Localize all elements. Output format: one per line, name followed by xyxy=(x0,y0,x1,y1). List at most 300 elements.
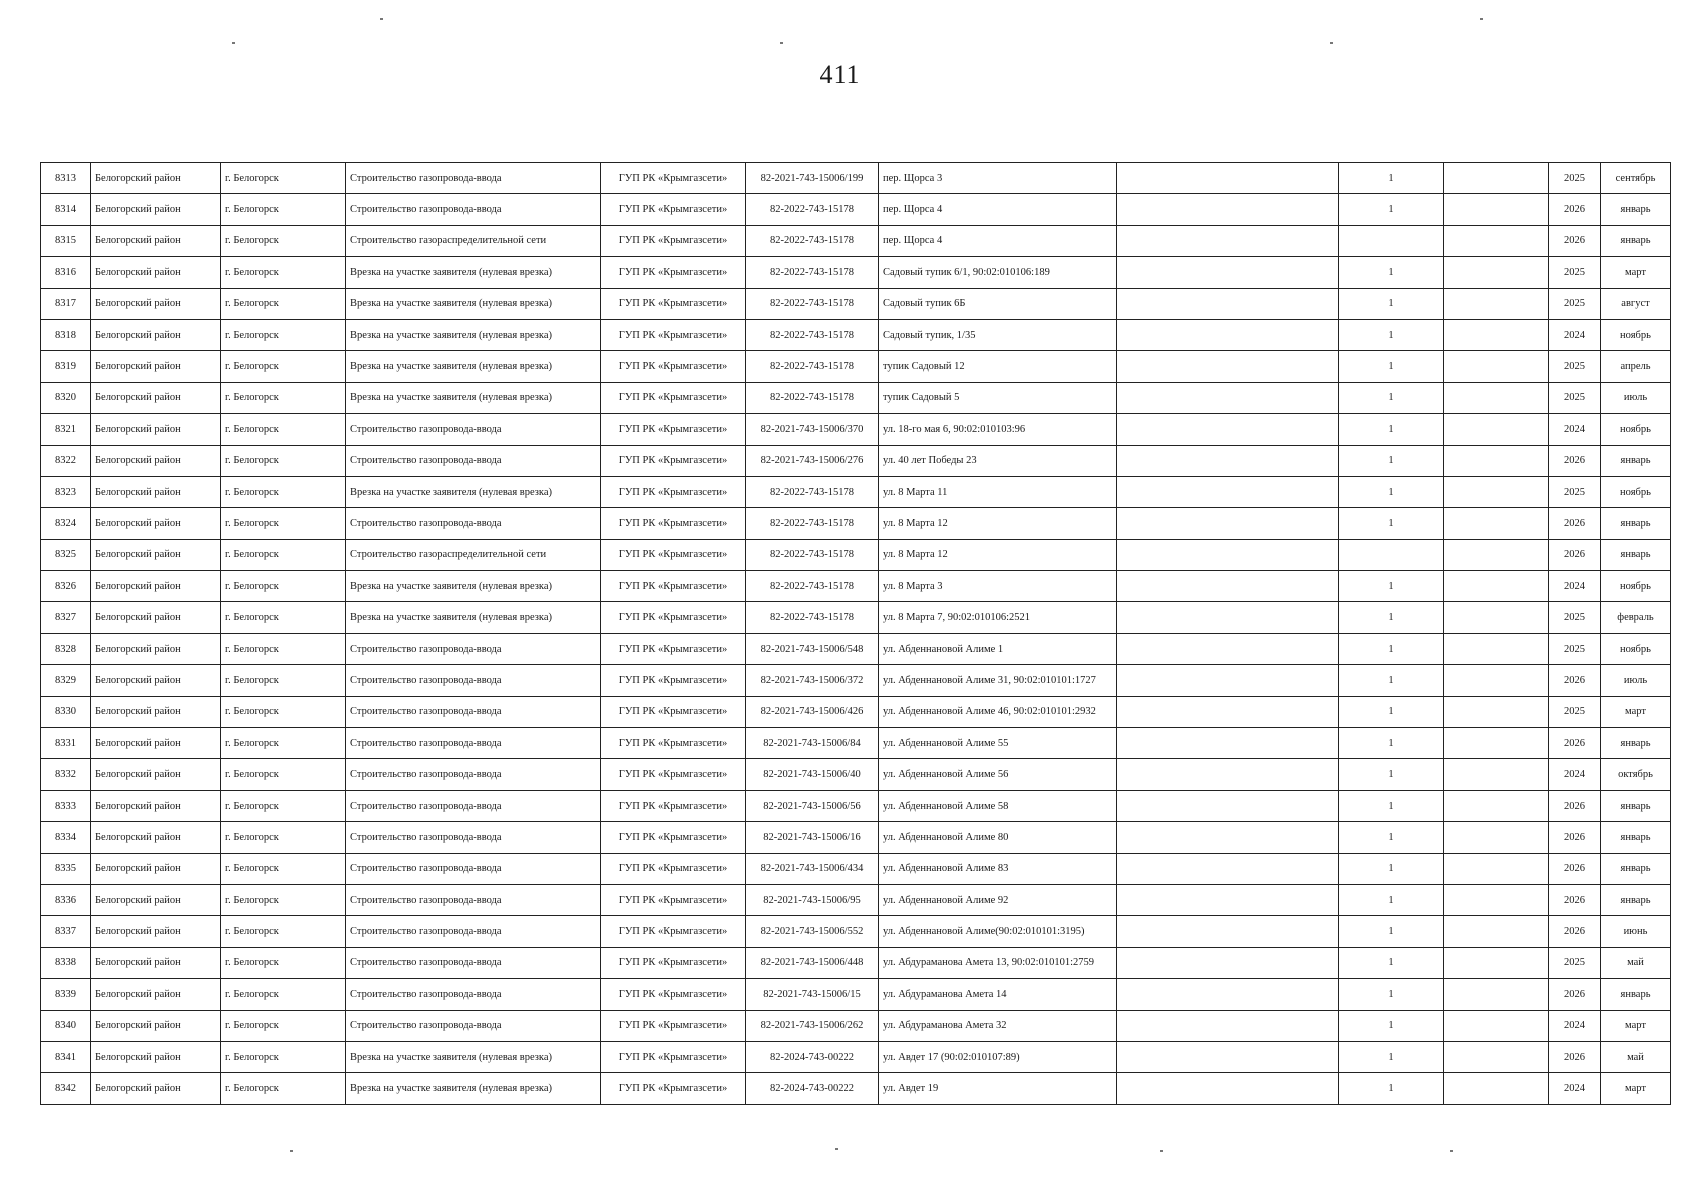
city-cell: г. Белогорск xyxy=(221,947,346,978)
address-cell: ул. Абденнановой Алиме 58 xyxy=(879,790,1117,821)
tech-conditions-cell: 82-2022-743-15178 xyxy=(746,571,879,602)
empty-cell xyxy=(1117,163,1339,194)
table-row xyxy=(41,602,1671,633)
table-row xyxy=(41,539,1671,570)
organization-cell: ГУП РК «Крымгазсети» xyxy=(601,884,746,915)
quantity-cell: 1 xyxy=(1339,602,1444,633)
organization-cell: ГУП РК «Крымгазсети» xyxy=(601,571,746,602)
work-type-cell: Врезка на участке заявителя (нулевая врезка) xyxy=(346,476,601,507)
year-cell: 2026 xyxy=(1549,916,1601,947)
empty-cell xyxy=(1117,916,1339,947)
quantity-cell: 1 xyxy=(1339,1041,1444,1072)
address-cell: ул. Абденнановой Алиме 56 xyxy=(879,759,1117,790)
organization-cell: ГУП РК «Крымгазсети» xyxy=(601,382,746,413)
empty-cell xyxy=(1117,382,1339,413)
district-cell: Белогорский район xyxy=(91,508,221,539)
district-cell: Белогорский район xyxy=(91,257,221,288)
table-row xyxy=(41,884,1671,915)
city-cell: г. Белогорск xyxy=(221,288,346,319)
organization-cell: ГУП РК «Крымгазсети» xyxy=(601,539,746,570)
address-cell: ул. 8 Марта 12 xyxy=(879,539,1117,570)
address-cell: ул. Абденнановой Алиме 92 xyxy=(879,884,1117,915)
address-cell: пер. Щорса 4 xyxy=(879,194,1117,225)
address-cell: ул. Авдет 17 (90:02:010107:89) xyxy=(879,1041,1117,1072)
city-cell: г. Белогорск xyxy=(221,728,346,759)
year-cell: 2026 xyxy=(1549,508,1601,539)
district-cell: Белогорский район xyxy=(91,728,221,759)
year-cell: 2026 xyxy=(1549,822,1601,853)
work-type-cell: Строительство газопровода-ввода xyxy=(346,696,601,727)
month-cell: август xyxy=(1601,288,1671,319)
page-number: 411 xyxy=(819,60,861,89)
row-number: 8339 xyxy=(41,979,91,1010)
quantity-cell: 1 xyxy=(1339,759,1444,790)
organization-cell: ГУП РК «Крымгазсети» xyxy=(601,947,746,978)
work-type-cell: Строительство газораспределительной сети xyxy=(346,539,601,570)
table-row xyxy=(41,476,1671,507)
empty-cell xyxy=(1444,257,1549,288)
empty-cell xyxy=(1444,665,1549,696)
district-cell: Белогорский район xyxy=(91,571,221,602)
address-cell: ул. 8 Марта 3 xyxy=(879,571,1117,602)
scan-speck xyxy=(780,42,783,44)
empty-cell xyxy=(1444,1073,1549,1104)
quantity-cell: 1 xyxy=(1339,1010,1444,1041)
work-type-cell: Строительство газопровода-ввода xyxy=(346,759,601,790)
row-number: 8313 xyxy=(41,163,91,194)
quantity-cell: 1 xyxy=(1339,979,1444,1010)
quantity-cell: 1 xyxy=(1339,728,1444,759)
row-number: 8325 xyxy=(41,539,91,570)
tech-conditions-cell: 82-2021-743-15006/448 xyxy=(746,947,879,978)
quantity-cell: 1 xyxy=(1339,163,1444,194)
row-number: 8337 xyxy=(41,916,91,947)
empty-cell xyxy=(1444,539,1549,570)
empty-cell xyxy=(1444,790,1549,821)
work-type-cell: Врезка на участке заявителя (нулевая врезка) xyxy=(346,288,601,319)
month-cell: июнь xyxy=(1601,916,1671,947)
tech-conditions-cell: 82-2021-743-15006/84 xyxy=(746,728,879,759)
empty-cell xyxy=(1444,979,1549,1010)
quantity-cell: 1 xyxy=(1339,288,1444,319)
tech-conditions-cell: 82-2022-743-15178 xyxy=(746,508,879,539)
row-number: 8321 xyxy=(41,414,91,445)
empty-cell xyxy=(1117,508,1339,539)
empty-cell xyxy=(1117,445,1339,476)
organization-cell: ГУП РК «Крымгазсети» xyxy=(601,319,746,350)
work-type-cell: Строительство газопровода-ввода xyxy=(346,728,601,759)
row-number: 8316 xyxy=(41,257,91,288)
scan-speck xyxy=(290,1150,293,1152)
empty-cell xyxy=(1444,728,1549,759)
month-cell: март xyxy=(1601,1073,1671,1104)
row-number: 8342 xyxy=(41,1073,91,1104)
tech-conditions-cell: 82-2021-743-15006/552 xyxy=(746,916,879,947)
empty-cell xyxy=(1444,351,1549,382)
empty-cell xyxy=(1444,759,1549,790)
tech-conditions-cell: 82-2021-743-15006/199 xyxy=(746,163,879,194)
tech-conditions-cell: 82-2022-743-15178 xyxy=(746,257,879,288)
empty-cell xyxy=(1444,947,1549,978)
table-row xyxy=(41,288,1671,319)
tech-conditions-cell: 82-2021-743-15006/40 xyxy=(746,759,879,790)
month-cell: январь xyxy=(1601,790,1671,821)
city-cell: г. Белогорск xyxy=(221,633,346,664)
district-cell: Белогорский район xyxy=(91,445,221,476)
organization-cell: ГУП РК «Крымгазсети» xyxy=(601,414,746,445)
month-cell: сентябрь xyxy=(1601,163,1671,194)
work-type-cell: Строительство газопровода-ввода xyxy=(346,194,601,225)
city-cell: г. Белогорск xyxy=(221,979,346,1010)
scan-speck xyxy=(1160,1150,1163,1152)
empty-cell xyxy=(1117,665,1339,696)
scan-speck xyxy=(380,18,383,20)
work-type-cell: Строительство газопровода-ввода xyxy=(346,1010,601,1041)
year-cell: 2026 xyxy=(1549,539,1601,570)
table-row xyxy=(41,1073,1671,1104)
district-cell: Белогорский район xyxy=(91,696,221,727)
year-cell: 2024 xyxy=(1549,1073,1601,1104)
year-cell: 2025 xyxy=(1549,163,1601,194)
address-cell: ул. Абденнановой Алиме 55 xyxy=(879,728,1117,759)
organization-cell: ГУП РК «Крымгазсети» xyxy=(601,288,746,319)
city-cell: г. Белогорск xyxy=(221,696,346,727)
empty-cell xyxy=(1444,884,1549,915)
year-cell: 2026 xyxy=(1549,665,1601,696)
empty-cell xyxy=(1444,633,1549,664)
district-cell: Белогорский район xyxy=(91,853,221,884)
empty-cell xyxy=(1117,476,1339,507)
city-cell: г. Белогорск xyxy=(221,257,346,288)
city-cell: г. Белогорск xyxy=(221,790,346,821)
address-cell: ул. 18-го мая 6, 90:02:010103:96 xyxy=(879,414,1117,445)
quantity-cell: 1 xyxy=(1339,571,1444,602)
city-cell: г. Белогорск xyxy=(221,194,346,225)
row-number: 8336 xyxy=(41,884,91,915)
tech-conditions-cell: 82-2024-743-00222 xyxy=(746,1073,879,1104)
year-cell: 2026 xyxy=(1549,1041,1601,1072)
empty-cell xyxy=(1444,508,1549,539)
empty-cell xyxy=(1444,916,1549,947)
empty-cell xyxy=(1444,163,1549,194)
row-number: 8328 xyxy=(41,633,91,664)
table-row xyxy=(41,979,1671,1010)
table-row xyxy=(41,571,1671,602)
table-row xyxy=(41,414,1671,445)
address-cell: ул. 40 лет Победы 23 xyxy=(879,445,1117,476)
tech-conditions-cell: 82-2021-743-15006/15 xyxy=(746,979,879,1010)
year-cell: 2025 xyxy=(1549,288,1601,319)
city-cell: г. Белогорск xyxy=(221,571,346,602)
empty-cell xyxy=(1444,822,1549,853)
tech-conditions-cell: 82-2021-743-15006/56 xyxy=(746,790,879,821)
city-cell: г. Белогорск xyxy=(221,539,346,570)
empty-cell xyxy=(1117,633,1339,664)
organization-cell: ГУП РК «Крымгазсети» xyxy=(601,728,746,759)
scan-speck xyxy=(1480,18,1483,20)
empty-cell xyxy=(1444,445,1549,476)
month-cell: январь xyxy=(1601,728,1671,759)
quantity-cell: 1 xyxy=(1339,445,1444,476)
district-cell: Белогорский район xyxy=(91,539,221,570)
table-row xyxy=(41,257,1671,288)
address-cell: ул. Абдураманова Амета 13, 90:02:010101:2759 xyxy=(879,947,1117,978)
quantity-cell xyxy=(1339,225,1444,256)
work-type-cell: Врезка на участке заявителя (нулевая врезка) xyxy=(346,351,601,382)
organization-cell: ГУП РК «Крымгазсети» xyxy=(601,979,746,1010)
tech-conditions-cell: 82-2022-743-15178 xyxy=(746,382,879,413)
work-type-cell: Строительство газопровода-ввода xyxy=(346,633,601,664)
row-number: 8324 xyxy=(41,508,91,539)
table-row xyxy=(41,696,1671,727)
empty-cell xyxy=(1117,539,1339,570)
district-cell: Белогорский район xyxy=(91,759,221,790)
address-cell: ул. Абденнановой Алиме 80 xyxy=(879,822,1117,853)
table-row xyxy=(41,853,1671,884)
month-cell: апрель xyxy=(1601,351,1671,382)
empty-cell xyxy=(1444,414,1549,445)
city-cell: г. Белогорск xyxy=(221,884,346,915)
address-cell: ул. Абдураманова Амета 14 xyxy=(879,979,1117,1010)
table-row xyxy=(41,1041,1671,1072)
row-number: 8333 xyxy=(41,790,91,821)
work-type-cell: Строительство газопровода-ввода xyxy=(346,665,601,696)
quantity-cell: 1 xyxy=(1339,853,1444,884)
empty-cell xyxy=(1444,194,1549,225)
table-row xyxy=(41,916,1671,947)
quantity-cell: 1 xyxy=(1339,790,1444,821)
tech-conditions-cell: 82-2022-743-15178 xyxy=(746,602,879,633)
empty-cell xyxy=(1444,476,1549,507)
empty-cell xyxy=(1117,884,1339,915)
row-number: 8326 xyxy=(41,571,91,602)
address-cell: тупик Садовый 5 xyxy=(879,382,1117,413)
address-cell: ул. Авдет 19 xyxy=(879,1073,1117,1104)
address-cell: Садовый тупик 6/1, 90:02:010106:189 xyxy=(879,257,1117,288)
quantity-cell: 1 xyxy=(1339,665,1444,696)
empty-cell xyxy=(1117,288,1339,319)
address-cell: ул. Абденнановой Алиме 31, 90:02:010101:1727 xyxy=(879,665,1117,696)
year-cell: 2025 xyxy=(1549,947,1601,978)
address-cell: Садовый тупик, 1/35 xyxy=(879,319,1117,350)
year-cell: 2026 xyxy=(1549,728,1601,759)
month-cell: май xyxy=(1601,1041,1671,1072)
row-number: 8320 xyxy=(41,382,91,413)
address-cell: ул. Абденнановой Алиме 83 xyxy=(879,853,1117,884)
city-cell: г. Белогорск xyxy=(221,602,346,633)
quantity-cell: 1 xyxy=(1339,633,1444,664)
tech-conditions-cell: 82-2021-743-15006/426 xyxy=(746,696,879,727)
empty-cell xyxy=(1444,288,1549,319)
month-cell: январь xyxy=(1601,884,1671,915)
month-cell: ноябрь xyxy=(1601,414,1671,445)
table-row xyxy=(41,382,1671,413)
district-cell: Белогорский район xyxy=(91,665,221,696)
quantity-cell: 1 xyxy=(1339,916,1444,947)
address-cell: ул. Абденнановой Алиме 1 xyxy=(879,633,1117,664)
month-cell: ноябрь xyxy=(1601,476,1671,507)
empty-cell xyxy=(1444,382,1549,413)
table-row xyxy=(41,633,1671,664)
quantity-cell: 1 xyxy=(1339,947,1444,978)
scan-speck xyxy=(1330,42,1333,44)
district-cell: Белогорский район xyxy=(91,979,221,1010)
year-cell: 2026 xyxy=(1549,225,1601,256)
district-cell: Белогорский район xyxy=(91,414,221,445)
table-row xyxy=(41,163,1671,194)
row-number: 8315 xyxy=(41,225,91,256)
quantity-cell: 1 xyxy=(1339,382,1444,413)
district-cell: Белогорский район xyxy=(91,1010,221,1041)
organization-cell: ГУП РК «Крымгазсети» xyxy=(601,1010,746,1041)
month-cell: январь xyxy=(1601,194,1671,225)
month-cell: январь xyxy=(1601,539,1671,570)
table-row xyxy=(41,1010,1671,1041)
address-cell: ул. Абденнановой Алиме 46, 90:02:010101:2932 xyxy=(879,696,1117,727)
year-cell: 2025 xyxy=(1549,602,1601,633)
empty-cell xyxy=(1117,257,1339,288)
table-row xyxy=(41,790,1671,821)
tech-conditions-cell: 82-2021-743-15006/372 xyxy=(746,665,879,696)
month-cell: январь xyxy=(1601,225,1671,256)
table-row xyxy=(41,445,1671,476)
work-type-cell: Строительство газопровода-ввода xyxy=(346,947,601,978)
tech-conditions-cell: 82-2022-743-15178 xyxy=(746,194,879,225)
year-cell: 2024 xyxy=(1549,319,1601,350)
empty-cell xyxy=(1444,853,1549,884)
year-cell: 2026 xyxy=(1549,853,1601,884)
district-cell: Белогорский район xyxy=(91,351,221,382)
empty-cell xyxy=(1117,194,1339,225)
district-cell: Белогорский район xyxy=(91,382,221,413)
district-cell: Белогорский район xyxy=(91,1041,221,1072)
tech-conditions-cell: 82-2021-743-15006/276 xyxy=(746,445,879,476)
tech-conditions-cell: 82-2021-743-15006/548 xyxy=(746,633,879,664)
work-type-cell: Строительство газораспределительной сети xyxy=(346,225,601,256)
tech-conditions-cell: 82-2022-743-15178 xyxy=(746,539,879,570)
year-cell: 2024 xyxy=(1549,414,1601,445)
month-cell: январь xyxy=(1601,445,1671,476)
address-cell: Садовый тупик 6Б xyxy=(879,288,1117,319)
month-cell: ноябрь xyxy=(1601,633,1671,664)
work-type-cell: Строительство газопровода-ввода xyxy=(346,853,601,884)
city-cell: г. Белогорск xyxy=(221,916,346,947)
district-cell: Белогорский район xyxy=(91,225,221,256)
work-type-cell: Врезка на участке заявителя (нулевая врезка) xyxy=(346,571,601,602)
month-cell: январь xyxy=(1601,508,1671,539)
address-cell: ул. Абденнановой Алиме(90:02:010101:3195) xyxy=(879,916,1117,947)
row-number: 8341 xyxy=(41,1041,91,1072)
empty-cell xyxy=(1117,822,1339,853)
quantity-cell: 1 xyxy=(1339,414,1444,445)
year-cell: 2026 xyxy=(1549,194,1601,225)
address-cell: ул. 8 Марта 7, 90:02:010106:2521 xyxy=(879,602,1117,633)
quantity-cell: 1 xyxy=(1339,351,1444,382)
quantity-cell: 1 xyxy=(1339,696,1444,727)
city-cell: г. Белогорск xyxy=(221,351,346,382)
address-cell: ул. 8 Марта 11 xyxy=(879,476,1117,507)
quantity-cell: 1 xyxy=(1339,1073,1444,1104)
year-cell: 2025 xyxy=(1549,351,1601,382)
row-number: 8327 xyxy=(41,602,91,633)
empty-cell xyxy=(1117,947,1339,978)
city-cell: г. Белогорск xyxy=(221,665,346,696)
district-cell: Белогорский район xyxy=(91,163,221,194)
year-cell: 2026 xyxy=(1549,790,1601,821)
empty-cell xyxy=(1117,1010,1339,1041)
work-type-cell: Врезка на участке заявителя (нулевая врезка) xyxy=(346,1073,601,1104)
row-number: 8314 xyxy=(41,194,91,225)
row-number: 8340 xyxy=(41,1010,91,1041)
organization-cell: ГУП РК «Крымгазсети» xyxy=(601,1073,746,1104)
month-cell: январь xyxy=(1601,822,1671,853)
address-cell: тупик Садовый 12 xyxy=(879,351,1117,382)
organization-cell: ГУП РК «Крымгазсети» xyxy=(601,602,746,633)
table-row xyxy=(41,508,1671,539)
tech-conditions-cell: 82-2022-743-15178 xyxy=(746,288,879,319)
address-cell: ул. Абдураманова Амета 32 xyxy=(879,1010,1117,1041)
empty-cell xyxy=(1444,571,1549,602)
district-cell: Белогорский район xyxy=(91,884,221,915)
district-cell: Белогорский район xyxy=(91,319,221,350)
organization-cell: ГУП РК «Крымгазсети» xyxy=(601,853,746,884)
gas-works-table xyxy=(40,162,1671,1105)
tech-conditions-cell: 82-2022-743-15178 xyxy=(746,351,879,382)
city-cell: г. Белогорск xyxy=(221,1073,346,1104)
quantity-cell: 1 xyxy=(1339,319,1444,350)
district-cell: Белогорский район xyxy=(91,288,221,319)
year-cell: 2024 xyxy=(1549,1010,1601,1041)
tech-conditions-cell: 82-2021-743-15006/95 xyxy=(746,884,879,915)
table-row xyxy=(41,822,1671,853)
address-cell: пер. Щорса 3 xyxy=(879,163,1117,194)
year-cell: 2025 xyxy=(1549,633,1601,664)
row-number: 8335 xyxy=(41,853,91,884)
city-cell: г. Белогорск xyxy=(221,414,346,445)
address-cell: ул. 8 Марта 12 xyxy=(879,508,1117,539)
table-body xyxy=(41,163,1671,1105)
row-number: 8330 xyxy=(41,696,91,727)
organization-cell: ГУП РК «Крымгазсети» xyxy=(601,822,746,853)
work-type-cell: Строительство газопровода-ввода xyxy=(346,163,601,194)
work-type-cell: Врезка на участке заявителя (нулевая врезка) xyxy=(346,1041,601,1072)
organization-cell: ГУП РК «Крымгазсети» xyxy=(601,257,746,288)
address-cell: пер. Щорса 4 xyxy=(879,225,1117,256)
city-cell: г. Белогорск xyxy=(221,822,346,853)
empty-cell xyxy=(1444,225,1549,256)
row-number: 8319 xyxy=(41,351,91,382)
year-cell: 2024 xyxy=(1549,759,1601,790)
empty-cell xyxy=(1117,351,1339,382)
row-number: 8332 xyxy=(41,759,91,790)
organization-cell: ГУП РК «Крымгазсети» xyxy=(601,665,746,696)
work-type-cell: Строительство газопровода-ввода xyxy=(346,445,601,476)
month-cell: январь xyxy=(1601,853,1671,884)
month-cell: май xyxy=(1601,947,1671,978)
quantity-cell: 1 xyxy=(1339,257,1444,288)
organization-cell: ГУП РК «Крымгазсети» xyxy=(601,633,746,664)
organization-cell: ГУП РК «Крымгазсети» xyxy=(601,696,746,727)
empty-cell xyxy=(1117,602,1339,633)
work-type-cell: Врезка на участке заявителя (нулевая врезка) xyxy=(346,257,601,288)
organization-cell: ГУП РК «Крымгазсети» xyxy=(601,445,746,476)
row-number: 8331 xyxy=(41,728,91,759)
row-number: 8334 xyxy=(41,822,91,853)
empty-cell xyxy=(1444,1041,1549,1072)
empty-cell xyxy=(1117,1073,1339,1104)
district-cell: Белогорский район xyxy=(91,476,221,507)
month-cell: февраль xyxy=(1601,602,1671,633)
